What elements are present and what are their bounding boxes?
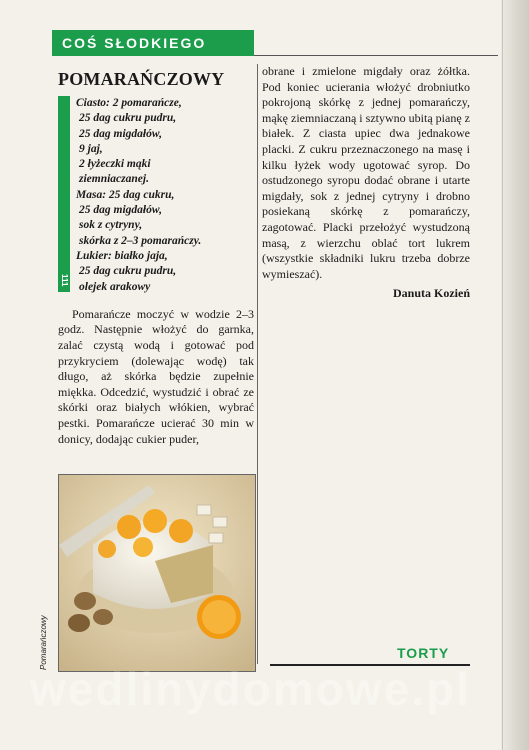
orange-slice-1 — [117, 515, 141, 539]
ingredient-line: skórka z 2–3 pomarańczy. — [79, 234, 202, 247]
watermark-text: wedlinydomowe.pl — [30, 663, 471, 715]
section-banner — [52, 30, 254, 56]
instructions-paragraph-2: obrane i zmielone migdały oraz żółtka. Pod koniec ucierania włożyć drobniutko pokrojoną skórkę z jednej pomarańczy, mąkę ziemniaczaną i sztywno ubitą pianę z białek. Z ciasta upiec dwa jednakowe placki. Z cukru przeznaczonego na masę i kilku łyżek wody ugotować syrop. Do ostudzonego syropu dodać obrane i utarte migdały, sok z jednej cytryny i drobno posiekaną skórkę z pomarańczy, zagotować. Placki przełożyć wystudzoną masą, z wierzchu oblać tort lukrem (wszystkie składniki lukru trzeba dobrze wymieszać). — [262, 64, 470, 281]
right-column — [262, 64, 470, 301]
orange-slice-2 — [143, 509, 167, 533]
ingredient-line: 2 łyżeczki mąki — [79, 158, 151, 171]
section-label: COŚ SŁODKIEGO — [62, 35, 207, 51]
ingredient-line: 25 dag migdałów, — [79, 127, 162, 140]
candy-piece-3 — [209, 533, 223, 543]
ingredients-block — [58, 96, 254, 295]
page-edge-shadow — [501, 0, 529, 750]
ingredient-line: Masa: 25 dag cukru, — [76, 188, 175, 201]
column-divider — [257, 64, 258, 664]
walnut-3 — [93, 609, 113, 625]
cake-photo — [58, 474, 256, 672]
candy-piece-1 — [197, 505, 211, 515]
cake-photo-illustration — [59, 475, 255, 671]
author-credit: Danuta Kozień — [392, 286, 470, 301]
orange-slice-4 — [133, 537, 153, 557]
ingredient-line: 25 dag migdałów, — [79, 204, 162, 217]
ingredient-line: 9 jaj, — [79, 142, 103, 155]
photo-caption: Pomarańczowy — [39, 615, 48, 670]
orange-slice-3 — [169, 519, 193, 543]
instructions-paragraph-1: Pomarańcze moczyć w wodzie 2–3 godz. Następnie włożyć do garnka, zalać czystą wodą i gotować pod przykryciem (dolewając wodę) tak długo, aż skórka będzie zupełnie miękka. Odcedzić, wystudzić i obrać ze skórki oraz białych włókien, wybrać pestki. Pomarańcze ucierać 30 min w donicy, dodając cukier puder, — [58, 306, 254, 446]
ingredient-line: sok z cytryny, — [79, 219, 143, 232]
category-label: TORTY — [397, 645, 450, 661]
recipe-title: POMARAŃCZOWY — [58, 69, 225, 89]
ingredient-line: 25 dag cukru pudru, — [79, 265, 177, 278]
walnut-2 — [68, 614, 90, 632]
header-rule — [254, 55, 498, 56]
candy-piece-2 — [213, 517, 227, 527]
walnut-1 — [74, 592, 96, 610]
accent-bar-glyph: 111 — [60, 273, 69, 286]
page-edge-line — [502, 0, 503, 750]
orange-half-inner — [202, 600, 236, 634]
ingredient-line: Ciasto: 2 pomarańcze, — [76, 97, 182, 109]
ingredients-list — [76, 96, 254, 295]
instructions-right — [262, 64, 470, 282]
ingredient-line: olejek arakowy — [79, 280, 151, 293]
ingredient-line: ziemniaczanej. — [79, 173, 149, 186]
instructions-left — [58, 307, 254, 447]
orange-slice-5 — [98, 540, 116, 558]
left-column — [58, 64, 254, 447]
ingredient-line: 25 dag cukru pudru, — [79, 112, 177, 125]
ingredient-line: Lukier: białko jaja, — [76, 249, 168, 262]
ingredients-accent-bar — [58, 96, 70, 292]
